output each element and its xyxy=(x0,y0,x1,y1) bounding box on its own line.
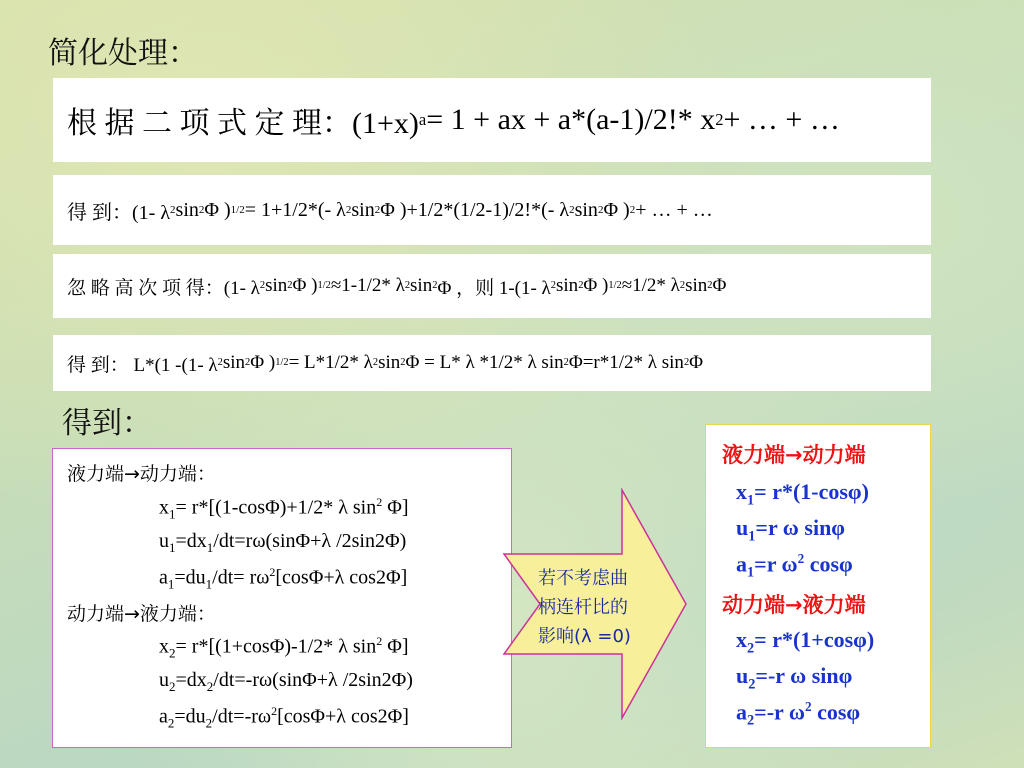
formula-text: Φ ) xyxy=(250,352,276,373)
formula-text: Φ ) xyxy=(204,198,231,221)
section-heading: 动力端→液力端 xyxy=(722,593,866,617)
arrow-caption-line: 影响(λ =0) xyxy=(538,626,631,647)
equation-x1 xyxy=(736,479,869,509)
exponent: 2 xyxy=(797,551,805,566)
subscript: 1 xyxy=(747,492,755,509)
eq-part: u xyxy=(159,530,169,552)
arrow-caption-line: 若不考虑曲 xyxy=(538,568,628,589)
arrow-caption xyxy=(538,564,678,651)
eq-part: =du xyxy=(174,566,206,589)
formula-text: = 1+1/2*(- λ xyxy=(244,198,346,221)
subscript: 2 xyxy=(169,679,176,694)
eq-part: = r*[(1+cosΦ)-1/2* λ sin xyxy=(175,635,377,658)
slide-title: 简化处理： xyxy=(48,36,198,71)
formula-text: 忽 略 高 次 项 得：(1- λ xyxy=(67,277,260,299)
eq-part: cosφ xyxy=(804,551,853,577)
eq-part: Φ] xyxy=(382,496,409,519)
formula-text: sin xyxy=(574,198,598,221)
equation-a2 xyxy=(159,704,409,732)
formula-text: sin xyxy=(378,352,401,373)
section-heading: 液力端→动力端 xyxy=(722,443,866,467)
eq-part: x xyxy=(159,635,169,658)
simplified-kinematics-box xyxy=(705,424,931,748)
eq-part: =dx xyxy=(175,669,207,691)
formula-text: Φ=r*1/2* λ sin xyxy=(568,352,684,373)
equation-a1 xyxy=(736,551,853,582)
formula-text: ≈1-1/2* λ xyxy=(330,275,405,296)
eq-part: a xyxy=(736,699,747,725)
eq-part: =dx xyxy=(175,530,207,552)
eq-part: x xyxy=(159,496,169,519)
eq-part: a xyxy=(159,566,168,589)
equation-x1 xyxy=(159,495,409,523)
eq-part: a xyxy=(159,705,168,728)
formula-text: Φ ) xyxy=(583,275,609,296)
formula-text: 根 据 二 项 式 定 理：(1+x) xyxy=(67,107,419,140)
arrow-caption-line: 柄连杆比的 xyxy=(538,597,628,618)
eq-part: u xyxy=(159,669,169,691)
formula-text: = 1 + ax + a*(a-1)/2!* x xyxy=(426,103,716,136)
exponent: 2 xyxy=(271,704,278,718)
formula-text: Φ xyxy=(689,352,704,373)
exponent: 2 xyxy=(376,495,383,509)
formula-text: Φ ) xyxy=(603,198,630,221)
formula-text: sin xyxy=(351,198,375,221)
equation-u1 xyxy=(159,530,406,556)
eq-part: = r*(1-cosφ) xyxy=(754,479,869,504)
formula-text: Φ ) xyxy=(292,275,318,296)
subscript: 2 xyxy=(747,712,755,729)
formula-text: sin xyxy=(685,275,708,296)
equation-u1 xyxy=(736,515,845,545)
exponent: 2 xyxy=(804,699,812,714)
eq-part: cosφ xyxy=(811,699,861,725)
formula-text: Φ = L* λ *1/2* λ sin xyxy=(405,352,564,373)
equation-a1 xyxy=(159,565,407,593)
eq-part: = r*(1+cosφ) xyxy=(754,627,875,652)
eq-part: x xyxy=(736,627,747,652)
subscript: 1 xyxy=(205,576,213,592)
eq-part: x xyxy=(736,479,747,504)
subscript: 1 xyxy=(747,564,755,581)
eq-part: [cosΦ+λ cos2Φ] xyxy=(275,566,408,589)
section-heading: 液力端→动力端： xyxy=(67,463,216,485)
subscript: 2 xyxy=(206,679,214,694)
exponent: 2 xyxy=(376,634,383,648)
result-label: 得到： xyxy=(62,406,152,441)
formula-text: sin xyxy=(265,275,288,296)
eq-part: = r*[(1-cosΦ)+1/2* λ sin xyxy=(175,496,377,519)
formula-binomial-theorem: 根 据 二 项 式 定 理：(1+x) a = 1 + ax + a*(a-1)/2!* x 2 + … + … xyxy=(53,78,931,162)
formula-expansion: 得 到：(1- λ 2 sin 2 Φ ) 1/2 = 1+1/2*(- λ 2 sin 2 Φ )+1/2*(1/2-1)/2!*(- λ 2 sin 2 Φ ) 2 + … + … xyxy=(53,175,931,245)
formula-text: sin xyxy=(556,275,579,296)
section-heading: 动力端→液力端： xyxy=(67,603,216,625)
equation-a2 xyxy=(736,699,860,730)
eq-part: a xyxy=(736,551,747,577)
formula-text: sin xyxy=(175,198,199,221)
subscript: 2 xyxy=(167,715,175,731)
eq-part: /dt=rω(sinΦ+λ /2sin2Φ) xyxy=(213,530,407,552)
subscript: 2 xyxy=(747,640,755,657)
subscript: 2 xyxy=(169,645,176,661)
formula-text: Φ ，则 1-(1- λ xyxy=(437,277,551,299)
subscript: 1 xyxy=(748,528,756,545)
eq-part: /dt=-rω(sinΦ+λ /2sin2Φ) xyxy=(213,669,413,691)
exponent: 2 xyxy=(269,565,276,579)
formula-text: + … + … xyxy=(723,103,840,136)
formula-text: sin xyxy=(410,275,433,296)
formula-text: + … + … xyxy=(635,198,713,221)
formula-text: sin xyxy=(222,352,246,373)
eq-part: =r ω xyxy=(754,551,798,577)
subscript: 2 xyxy=(748,676,756,693)
subscript: 1 xyxy=(169,540,176,555)
eq-part: =-r ω xyxy=(754,699,805,725)
eq-part: u xyxy=(736,663,749,688)
subscript: 1 xyxy=(169,506,176,522)
eq-part: /dt=-rω xyxy=(212,705,272,728)
formula-text: = L*1/2* λ xyxy=(288,352,373,373)
formula-text: 得 到：(1- λ xyxy=(67,201,171,224)
equation-x2 xyxy=(736,627,874,657)
eq-part: =r ω sinφ xyxy=(755,515,846,540)
eq-part: /dt= rω xyxy=(212,566,270,589)
eq-part: =du xyxy=(174,705,206,728)
subscript: 1 xyxy=(206,540,214,555)
eq-part: u xyxy=(736,515,749,540)
formula-text: 得 到： L*(1 -(1- λ xyxy=(67,354,218,376)
eq-part: Φ] xyxy=(382,635,409,658)
subscript: 1 xyxy=(167,576,175,592)
formula-text: Φ xyxy=(712,275,727,296)
formula-text: Φ )+1/2*(1/2-1)/2!*(- λ xyxy=(380,198,570,221)
equation-u2 xyxy=(736,663,852,693)
eq-part: [cosΦ+λ cos2Φ] xyxy=(277,705,409,728)
equation-x2 xyxy=(159,634,409,662)
formula-result: 得 到： L*(1 -(1- λ 2 sin 2 Φ ) 1/2 = L*1/2* λ 2 sin 2 Φ = L* λ *1/2* λ sin 2 Φ=r*1/2* λ sin 2 Φ xyxy=(53,335,931,391)
exact-kinematics-box xyxy=(52,448,512,748)
formula-approximation: 忽 略 高 次 项 得：(1- λ 2 sin 2 Φ ) 1/2 ≈1-1/2* λ 2 sin 2 Φ ，则 1-(1- λ 2 sin 2 Φ ) 1/2 ≈1/2* λ 2 sin 2 Φ xyxy=(53,254,931,318)
subscript: 2 xyxy=(205,715,213,731)
equation-u2 xyxy=(159,669,413,695)
formula-text: ≈1/2* λ xyxy=(621,275,680,296)
eq-part: =-r ω sinφ xyxy=(755,663,853,688)
